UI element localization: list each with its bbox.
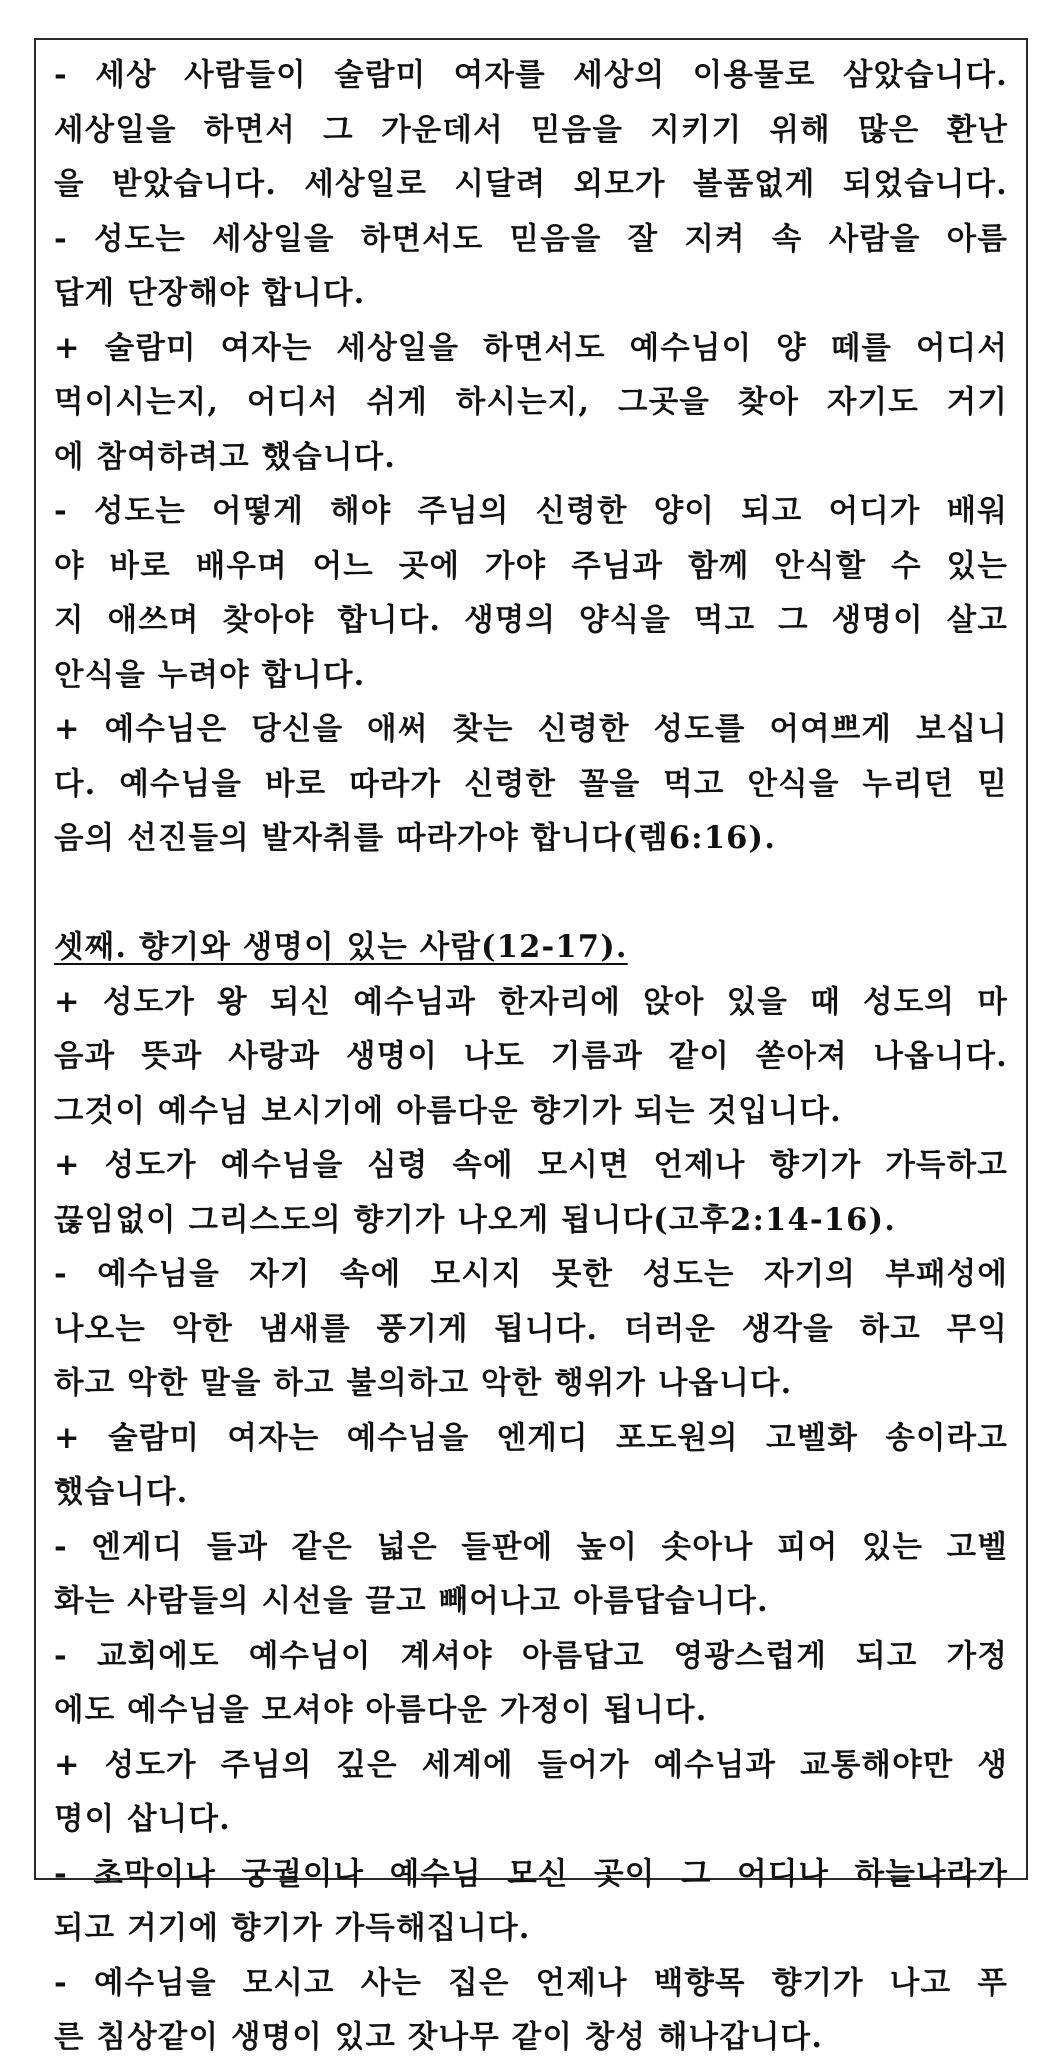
text-line: + 성도가 예수님을 심령 속에 모시면 언제나 향기가 가득하고 xyxy=(54,1147,1008,1183)
text-line: + 예수님은 당신을 애써 찾는 신령한 성도를 어여쁘게 보십니 xyxy=(54,711,1008,747)
text-line: 을 받았습니다. 세상일로 시달려 외모가 볼품없게 되었습니다. xyxy=(54,166,1008,202)
text-line: - 예수님을 자기 속에 모시지 못한 성도는 자기의 부패성에 xyxy=(54,1256,1008,1292)
text-line: + 성도가 주님의 깊은 세계에 들어가 예수님과 교통해야만 생 xyxy=(54,1746,1008,1783)
text-line: 에도 예수님을 모셔야 아름다운 가정이 됩니다. xyxy=(54,1692,708,1728)
document-frame xyxy=(34,38,1028,2055)
text-line: - 초막이나 궁궐이나 예수님 모신 곳이 그 어디나 하늘나라가 xyxy=(54,1855,1008,1892)
text-line: 답게 단장해야 합니다. xyxy=(54,275,366,311)
text-line: - 세상 사람들이 술람미 여자를 세상의 이용물로 삼았습니다. xyxy=(54,57,1008,93)
text-line: 했습니다. xyxy=(54,1474,189,1510)
section-heading: 셋째. 향기와 생명이 있는 사람(12-17). xyxy=(54,929,628,965)
text-line: 지 애쓰며 찾아야 합니다. 생명의 양식을 먹고 그 생명이 살고 xyxy=(54,602,1008,638)
section-spacer xyxy=(54,866,1008,921)
text-line: - 교회에도 예수님이 계셔야 아름답고 영광스럽게 되고 가정 xyxy=(54,1637,1008,1674)
text-line: + 성도가 왕 되신 예수님과 한자리에 앉아 있을 때 성도의 마 xyxy=(54,983,1008,1020)
text-line: - 성도는 세상일을 하면서도 믿음을 잘 지켜 속 사람을 아름 xyxy=(54,220,1008,257)
text-line: 음의 선진들의 발자취를 따라가야 합니다(렘6:16). xyxy=(54,820,777,856)
text-line: 다. 예수님을 바로 따라가 신령한 꼴을 먹고 안식을 누리던 믿 xyxy=(54,765,1008,802)
text-line: 그것이 예수님 보시기에 아름다운 향기가 되는 것입니다. xyxy=(54,1092,842,1129)
text-line: 야 바로 배우며 어느 곳에 가야 주님과 함께 안식할 수 있는 xyxy=(54,547,1008,584)
text-line: 화는 사람들의 시선을 끌고 빼어나고 아름답습니다. xyxy=(54,1583,769,1619)
text-line: 먹이시는지, 어디서 쉬게 하시는지, 그곳을 찾아 자기도 거기 xyxy=(54,384,1008,420)
text-line: 안식을 누려야 합니다. xyxy=(54,656,366,693)
text-line: 세상일을 하면서 그 가운데서 믿음을 지키기 위해 많은 환난 xyxy=(54,111,1008,148)
text-line: 에 참여하려고 했습니다. xyxy=(54,438,397,475)
text-line: 음과 뜻과 사랑과 생명이 나도 기름과 같이 쏟아져 나옵니다. xyxy=(54,1038,1008,1074)
text-line: + 술람미 여자는 세상일을 하면서도 예수님이 양 떼를 어디서 xyxy=(54,329,1008,366)
text-line: 끊임없이 그리스도의 향기가 나오게 됩니다(고후2:14-16). xyxy=(54,1201,897,1238)
text-line: + 술람미 여자는 예수님을 엔게디 포도원의 고벨화 송이라고 xyxy=(54,1419,1008,1456)
text-line: 하고 악한 말을 하고 불의하고 악한 행위가 나옵니다. xyxy=(54,1365,793,1401)
text-line: 되고 거기에 향기가 가득해집니다. xyxy=(54,1910,531,1946)
text-line: - 예수님을 모시고 사는 집은 언제나 백향목 향기가 나고 푸 xyxy=(54,1964,1008,2001)
text-line: - 성도는 어떻게 해야 주님의 신령한 양이 되고 어디가 배워 xyxy=(54,493,1008,529)
text-line: 명이 삽니다. xyxy=(54,1801,231,1837)
text-line: - 엔게디 들과 같은 넓은 들판에 높이 솟아나 피어 있는 고벨 xyxy=(54,1528,1008,1565)
text-line: 나오는 악한 냄새를 풍기게 됩니다. 더러운 생각을 하고 무익 xyxy=(54,1310,1008,1347)
text-line: 른 침상같이 생명이 있고 잣나무 같이 창성 해나갑니다. xyxy=(54,2019,824,2055)
